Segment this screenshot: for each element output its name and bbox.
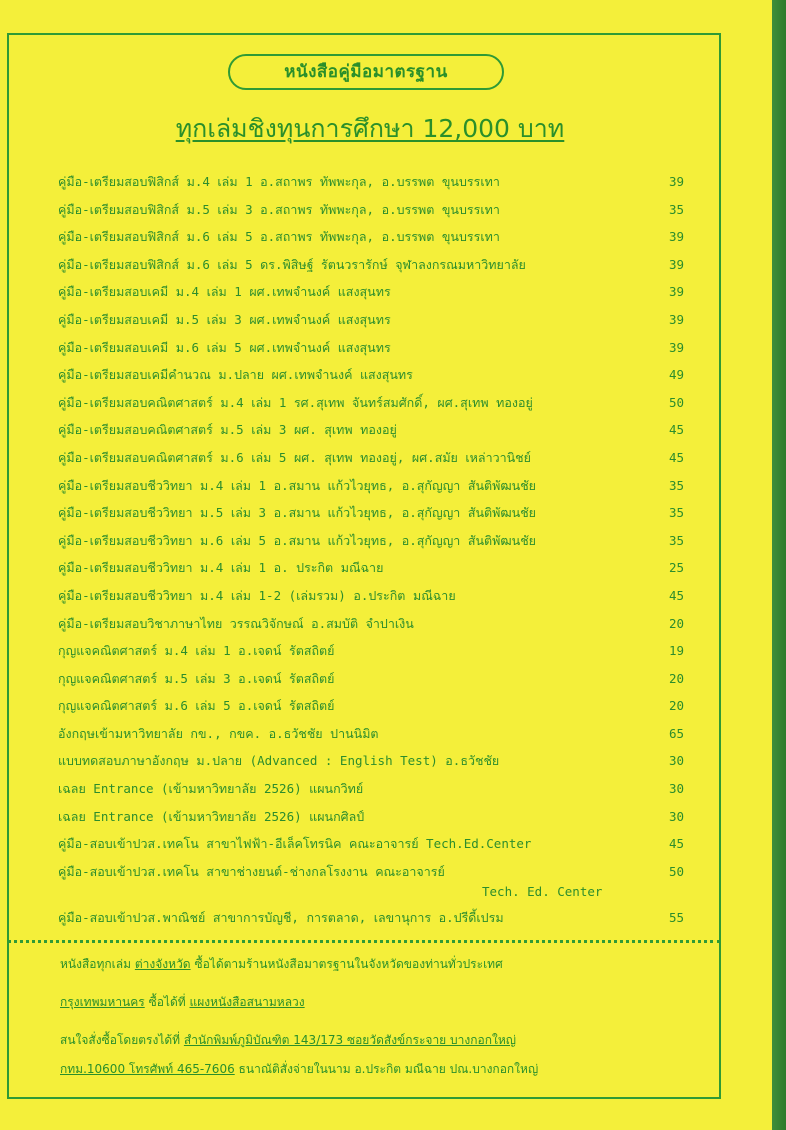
book-price: 35 bbox=[668, 477, 684, 493]
book-title: คู่มือ-เตรียมสอบชีววิทยา ม.4 เล่ม 1 อ.สมาน แก้วไวยุทธ, อ.สุกัญญา สันติพัฒนชัย bbox=[58, 477, 537, 493]
footer-text: ซื้อได้ตามร้านหนังสือมาตรฐานในจังหวัดของท่านทั่วประเทศ bbox=[194, 957, 503, 971]
book-title: คู่มือ-เตรียมสอบฟิสิกส์ ม.6 เล่ม 5 อ.สถาพร ทัพพะกุล, อ.บรรพต ขุนบรรเทา bbox=[58, 229, 500, 245]
footer-text: หนังสือทุกเล่ม bbox=[60, 957, 132, 971]
book-row bbox=[58, 251, 690, 279]
book-title: คู่มือ-เตรียมสอบคณิตศาสตร์ ม.4 เล่ม 1 รศ.สุเทพ จันทร์สมศักดิ์, ผศ.สุเทพ ทองอยู่ bbox=[58, 394, 533, 410]
book-title: คู่มือ-เตรียมสอบคณิตศาสตร์ ม.6 เล่ม 5 ผศ. สุเทพ ทองอยู่, ผศ.สมัย เหล่าวานิชย์ bbox=[58, 449, 531, 465]
book-price: 39 bbox=[668, 174, 684, 189]
book-price: 19 bbox=[668, 643, 684, 659]
book-price: 45 bbox=[668, 449, 684, 465]
book-price: 39 bbox=[668, 311, 684, 327]
book-title: คู่มือ-เตรียมสอบวิชาภาษาไทย วรรณวิจักษณ์ อ.สมบัติ จำปาเงิน bbox=[58, 615, 414, 631]
footer-line-4 bbox=[60, 1060, 538, 1079]
footer-text-underlined: แผงหนังสือสนามหลวง bbox=[189, 995, 305, 1009]
book-title: คู่มือ-เตรียมสอบคณิตศาสตร์ ม.5 เล่ม 3 ผศ. สุเทพ ทองอยู่ bbox=[58, 422, 397, 438]
book-price: 25 bbox=[668, 560, 684, 576]
footer-text: สนใจสั่งซื้อโดยตรงได้ที่ bbox=[60, 1033, 181, 1047]
book-row bbox=[58, 747, 690, 775]
book-price: 39 bbox=[668, 256, 684, 272]
book-title: คู่มือ-เตรียมสอบฟิสิกส์ ม.5 เล่ม 3 อ.สถาพร ทัพพะกุล, อ.บรรพต ขุนบรรเทา bbox=[58, 201, 500, 217]
footer-line-2 bbox=[60, 993, 305, 1012]
book-title-continued: Tech. Ed. Center bbox=[482, 883, 603, 899]
footer-divider bbox=[7, 940, 721, 943]
book-row bbox=[58, 610, 690, 638]
book-price: 30 bbox=[668, 808, 684, 824]
book-price: 45 bbox=[668, 422, 684, 438]
book-row bbox=[58, 472, 690, 500]
book-title: แบบทดสอบภาษาอังกฤษ ม.ปลาย (Advanced : English Test) อ.ธวัชชัย bbox=[58, 753, 500, 769]
book-price: 39 bbox=[668, 284, 684, 300]
book-title: คู่มือ-เตรียมสอบเคมี ม.4 เล่ม 1 ผศ.เทพจำนงค์ แสงสุนทร bbox=[58, 284, 391, 300]
book-row bbox=[58, 223, 690, 251]
book-price: 50 bbox=[668, 863, 684, 879]
book-title: คู่มือ-เตรียมสอบเคมีคำนวณ ม.ปลาย ผศ.เทพจำนงค์ แสงสุนทร bbox=[58, 367, 413, 383]
book-title: คู่มือ-เตรียมสอบชีววิทยา ม.6 เล่ม 5 อ.สมาน แก้วไวยุทธ, อ.สุกัญญา สันติพัฒนชัย bbox=[58, 532, 537, 548]
book-price: 55 bbox=[668, 909, 684, 925]
footer-text-underlined: กทม.10600 โทรศัพท์ 465-7606 bbox=[60, 1062, 235, 1076]
book-row bbox=[58, 361, 690, 389]
book-row bbox=[58, 637, 690, 665]
book-price: 39 bbox=[668, 229, 684, 245]
book-price: 30 bbox=[668, 781, 684, 797]
book-row bbox=[58, 665, 690, 693]
book-title: คู่มือ-สอบเข้าปวส.เทคโน สาขาไฟฟ้า-อีเล็คโทรนิค คณะอาจารย์ Tech.Ed.Center bbox=[58, 836, 532, 852]
book-row bbox=[58, 334, 690, 362]
book-spine bbox=[772, 0, 786, 1130]
series-badge: หนังสือคู่มือมาตรฐาน bbox=[228, 54, 504, 90]
book-row bbox=[58, 582, 690, 610]
book-price: 39 bbox=[668, 339, 684, 355]
footer-text-underlined: สำนักพิมพ์ภูมิบัณฑิต 143/173 ซอยวัดสังข์กระจาย บางกอกใหญ่ bbox=[183, 1033, 516, 1047]
book-row bbox=[58, 168, 690, 196]
book-price: 30 bbox=[668, 753, 684, 769]
book-row bbox=[58, 278, 690, 306]
book-row bbox=[58, 904, 690, 932]
book-row bbox=[58, 858, 690, 904]
book-row bbox=[58, 416, 690, 444]
book-row bbox=[58, 692, 690, 720]
book-row bbox=[58, 803, 690, 831]
book-title: กุญแจคณิตศาสตร์ ม.4 เล่ม 1 อ.เจดน์ รัตสถิตย์ bbox=[58, 643, 335, 659]
book-price: 45 bbox=[668, 836, 684, 852]
book-price: 20 bbox=[668, 698, 684, 714]
book-price: 49 bbox=[668, 367, 684, 383]
book-price: 20 bbox=[668, 670, 684, 686]
footer-line-1 bbox=[60, 955, 503, 974]
book-title: คู่มือ-เตรียมสอบชีววิทยา ม.5 เล่ม 3 อ.สมาน แก้วไวยุทธ, อ.สุกัญญา สันติพัฒนชัย bbox=[58, 505, 537, 521]
book-row bbox=[58, 830, 690, 858]
book-title: อังกฤษเข้ามหาวิทยาลัย กข., กขค. อ.ธวัชชัย ปานนิมิต bbox=[58, 725, 379, 741]
book-row bbox=[58, 527, 690, 555]
book-title: คู่มือ-เตรียมสอบฟิสิกส์ ม.6 เล่ม 5 ดร.พิสิษฐ์ รัตนวรารักษ์ จุฬาลงกรณมหาวิทยาลัย bbox=[58, 256, 526, 272]
page-headline: ทุกเล่มชิงทุนการศึกษา 12,000 บาท bbox=[175, 114, 565, 143]
book-title: เฉลย Entrance (เข้ามหาวิทยาลัย 2526) แผนกวิทย์ bbox=[58, 781, 364, 797]
book-title: เฉลย Entrance (เข้ามหาวิทยาลัย 2526) แผนกศิลป์ bbox=[58, 808, 365, 824]
book-row bbox=[58, 775, 690, 803]
footer-text-underlined: กรุงเทพมหานคร bbox=[60, 995, 145, 1009]
book-title: คู่มือ-เตรียมสอบฟิสิกส์ ม.4 เล่ม 1 อ.สถาพร ทัพพะกุล, อ.บรรพต ขุนบรรเทา bbox=[58, 174, 500, 189]
footer-text: ธนาณัติสั่งจ่ายในนาม อ.ประกิต มณีฉาย ปณ.บางกอกใหญ่ bbox=[238, 1062, 539, 1076]
book-title: คู่มือ-เตรียมสอบเคมี ม.5 เล่ม 3 ผศ.เทพจำนงค์ แสงสุนทร bbox=[58, 311, 391, 327]
book-row bbox=[58, 554, 690, 582]
book-title: กุญแจคณิตศาสตร์ ม.6 เล่ม 5 อ.เจดน์ รัตสถิตย์ bbox=[58, 698, 335, 714]
footer-text-underlined: ต่างจังหวัด bbox=[134, 957, 191, 971]
book-row bbox=[58, 444, 690, 472]
book-row bbox=[58, 720, 690, 748]
book-row bbox=[58, 306, 690, 334]
book-list bbox=[58, 168, 690, 931]
book-title: คู่มือ-เตรียมสอบเคมี ม.6 เล่ม 5 ผศ.เทพจำนงค์ แสงสุนทร bbox=[58, 339, 391, 355]
book-title: คู่มือ-เตรียมสอบชีววิทยา ม.4 เล่ม 1 อ. ประกิต มณีฉาย bbox=[58, 560, 384, 576]
book-price: 35 bbox=[668, 201, 684, 217]
book-price: 35 bbox=[668, 505, 684, 521]
book-price: 45 bbox=[668, 587, 684, 603]
book-price: 50 bbox=[668, 394, 684, 410]
book-row bbox=[58, 499, 690, 527]
book-row bbox=[58, 196, 690, 224]
book-price: 65 bbox=[668, 725, 684, 741]
book-title: คู่มือ-สอบเข้าปวส.เทคโน สาขาช่างยนต์-ช่างกลโรงงาน คณะอาจารย์ bbox=[58, 863, 445, 879]
book-row bbox=[58, 389, 690, 417]
book-price: 35 bbox=[668, 532, 684, 548]
book-price: 20 bbox=[668, 615, 684, 631]
footer-line-3 bbox=[60, 1031, 516, 1050]
book-title: กุญแจคณิตศาสตร์ ม.5 เล่ม 3 อ.เจดน์ รัตสถิตย์ bbox=[58, 670, 335, 686]
book-title: คู่มือ-สอบเข้าปวส.พาณิชย์ สาขาการบัญชี, การตลาด, เลขานุการ อ.ปรีดี้เปรม bbox=[58, 909, 504, 925]
book-title: คู่มือ-เตรียมสอบชีววิทยา ม.4 เล่ม 1-2 (เล่มรวม) อ.ประกิต มณีฉาย bbox=[58, 587, 456, 603]
footer-text: ซื้อได้ที่ bbox=[148, 995, 186, 1009]
